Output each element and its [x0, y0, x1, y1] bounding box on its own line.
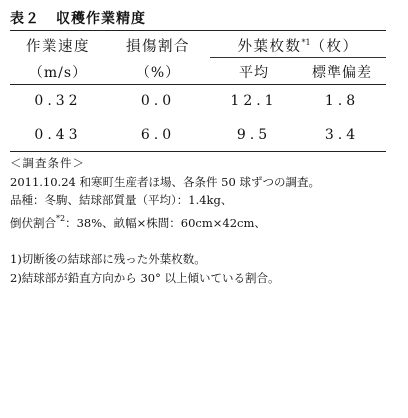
row2-loss: 6.0 — [140, 127, 176, 143]
notes-line-variety: 品種：冬駒、結球部質量（平均）：1.4kg、 — [10, 193, 233, 207]
footnote-ref-1: *1 — [301, 38, 311, 47]
sub-header-mean: 平均 — [239, 65, 269, 81]
header-outer-leaves: 外葉枚数$^{*1}$（枚） — [237, 38, 359, 55]
table-bottom-rule — [10, 151, 386, 152]
table-top-rule — [10, 30, 386, 31]
row1-speed: 0.32 — [34, 93, 82, 109]
unit-speed: （m/s） — [28, 65, 88, 81]
table-number: 表２ — [10, 11, 40, 27]
footnote-1: 1)切断後の結球部に残った外葉枚数。 — [10, 252, 206, 266]
row1-loss: 0.0 — [140, 93, 176, 109]
header-speed: 作業速度 — [26, 39, 90, 55]
row2-speed: 0.43 — [34, 127, 82, 143]
table-title: 収穫作業精度 — [56, 11, 146, 27]
row1-sd: 1.8 — [324, 93, 360, 109]
footnote-ref-2: *2 — [56, 213, 66, 223]
footnote-2: 2)結球部が鉛直方向から 30° 以上傾いている割合。 — [10, 270, 280, 285]
row1-mean: 12.1 — [230, 93, 278, 109]
row2-mean: 9.5 — [236, 127, 272, 143]
unit-loss: （%） — [135, 65, 181, 81]
table-caption — [10, 8, 146, 28]
header-loss: 損傷割合 — [126, 39, 190, 55]
sub-header-rule — [210, 57, 386, 58]
notes-line-lodging: 倒伏割合$^{*2}$：38%、畝幅×株間：60cm×42cm、 — [10, 213, 266, 230]
header-bottom-rule — [10, 84, 386, 85]
survey-notes — [10, 154, 400, 287]
row2-sd: 3.4 — [324, 127, 360, 143]
notes-line-date: 2011.10.24 和寒町生産者ほ場、各条件 50 球ずつの調査。 — [10, 174, 320, 189]
sub-header-sd: 標準偏差 — [312, 65, 372, 81]
notes-heading: ＜調査条件＞ — [10, 156, 85, 170]
